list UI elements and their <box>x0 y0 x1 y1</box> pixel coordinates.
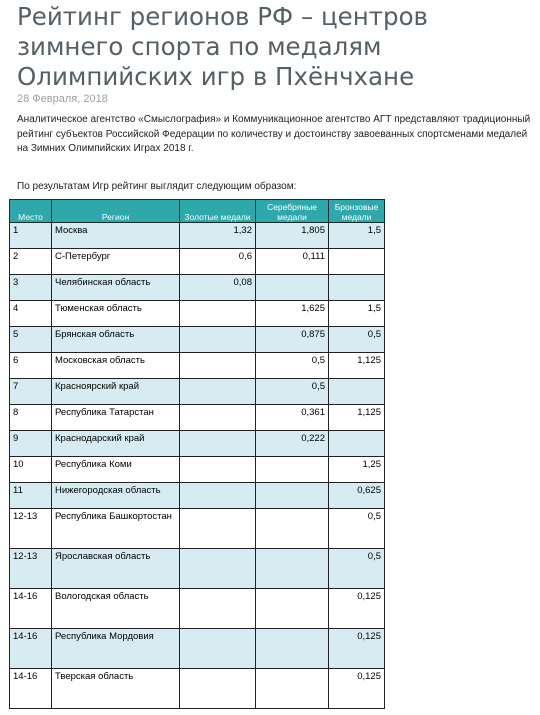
cell-bronze: 0,5 <box>329 327 385 353</box>
cell-silver <box>256 669 329 709</box>
cell-region: Красноярский край <box>52 379 180 405</box>
table-row <box>10 509 385 549</box>
cell-bronze: 0,125 <box>329 669 385 709</box>
cell-place: 4 <box>10 301 52 327</box>
cell-silver: 1,805 <box>256 223 329 249</box>
ranking-table <box>9 199 385 709</box>
cell-silver <box>256 509 329 549</box>
article-title: Рейтинг регионов РФ – центров зимнего спорта по медалям Олимпийских игр в Пхёнчхане <box>17 2 428 91</box>
cell-gold <box>180 483 256 509</box>
cell-bronze: 0,125 <box>329 629 385 669</box>
table-row <box>10 301 385 327</box>
cell-bronze: 0,125 <box>329 589 385 629</box>
cell-bronze: 1,125 <box>329 353 385 379</box>
cell-bronze <box>329 431 385 457</box>
cell-bronze: 0,5 <box>329 549 385 589</box>
cell-region: Вологодская область <box>52 589 180 629</box>
cell-bronze: 0,5 <box>329 509 385 549</box>
cell-gold: 1,32 <box>180 223 256 249</box>
table-row <box>10 353 385 379</box>
cell-gold <box>180 327 256 353</box>
cell-region: Тюменская область <box>52 301 180 327</box>
cell-place: 8 <box>10 405 52 431</box>
article-lead: По результатам Игр рейтинг выглядит следующим образом: <box>17 181 297 192</box>
table-body <box>10 223 385 709</box>
table-row <box>10 457 385 483</box>
cell-silver <box>256 629 329 669</box>
cell-region: С-Петербург <box>52 249 180 275</box>
table-row <box>10 327 385 353</box>
cell-silver <box>256 275 329 301</box>
cell-place: 12-13 <box>10 549 52 589</box>
cell-silver: 0,875 <box>256 327 329 353</box>
cell-region: Тверская область <box>52 669 180 709</box>
cell-bronze: 1,5 <box>329 301 385 327</box>
table-row <box>10 223 385 249</box>
cell-place: 3 <box>10 275 52 301</box>
cell-gold <box>180 457 256 483</box>
header-place: Место <box>10 200 52 223</box>
cell-region: Ярославская область <box>52 549 180 589</box>
table-row <box>10 589 385 629</box>
cell-silver <box>256 549 329 589</box>
cell-silver <box>256 589 329 629</box>
cell-place: 9 <box>10 431 52 457</box>
cell-gold <box>180 589 256 629</box>
cell-gold <box>180 301 256 327</box>
table-row <box>10 669 385 709</box>
cell-place: 6 <box>10 353 52 379</box>
cell-place: 7 <box>10 379 52 405</box>
cell-region: Нижегородская область <box>52 483 180 509</box>
cell-bronze: 1,25 <box>329 457 385 483</box>
table-row <box>10 275 385 301</box>
table-row <box>10 379 385 405</box>
cell-bronze <box>329 379 385 405</box>
cell-region: Республика Коми <box>52 457 180 483</box>
cell-silver: 0,111 <box>256 249 329 275</box>
cell-gold <box>180 431 256 457</box>
table-row <box>10 249 385 275</box>
cell-gold <box>180 549 256 589</box>
cell-silver: 1,625 <box>256 301 329 327</box>
cell-region: Московская область <box>52 353 180 379</box>
table-row <box>10 483 385 509</box>
cell-gold <box>180 509 256 549</box>
cell-silver: 0,361 <box>256 405 329 431</box>
cell-silver <box>256 457 329 483</box>
cell-place: 12-13 <box>10 509 52 549</box>
cell-place: 14-16 <box>10 629 52 669</box>
header-bronze: Бронзовые медали <box>329 200 385 223</box>
cell-gold <box>180 379 256 405</box>
cell-region: Республика Татарстан <box>52 405 180 431</box>
header-silver: Серебряные медали <box>256 200 329 223</box>
cell-bronze <box>329 249 385 275</box>
cell-region: Челябинская область <box>52 275 180 301</box>
cell-place: 1 <box>10 223 52 249</box>
cell-silver: 0,5 <box>256 379 329 405</box>
cell-gold <box>180 629 256 669</box>
cell-silver: 0,5 <box>256 353 329 379</box>
table-header-row <box>10 200 385 223</box>
table-row <box>10 405 385 431</box>
cell-region: Краснодарский край <box>52 431 180 457</box>
header-region: Регион <box>52 200 180 223</box>
cell-gold <box>180 405 256 431</box>
cell-bronze: 1,125 <box>329 405 385 431</box>
cell-place: 5 <box>10 327 52 353</box>
table-row <box>10 549 385 589</box>
article-intro: Аналитическое агентство «Смыслография» и Коммуникационное агентство АГТ представляют традиционный рейтинг субъектов Российской Федерации по количеству и достоинству завоеванных спортсменами медалей на Зимних Олимпийских Играх 2018 г. <box>17 114 531 154</box>
cell-gold <box>180 353 256 379</box>
cell-region: Республика Мордовия <box>52 629 180 669</box>
cell-place: 14-16 <box>10 669 52 709</box>
header-gold: Золотые медали <box>180 200 256 223</box>
cell-bronze: 1,5 <box>329 223 385 249</box>
cell-region: Брянская область <box>52 327 180 353</box>
cell-gold: 0,08 <box>180 275 256 301</box>
table-row <box>10 629 385 669</box>
cell-silver <box>256 483 329 509</box>
cell-silver: 0,222 <box>256 431 329 457</box>
cell-place: 11 <box>10 483 52 509</box>
cell-place: 14-16 <box>10 589 52 629</box>
table-row <box>10 431 385 457</box>
cell-place: 2 <box>10 249 52 275</box>
article-date: 28 Февраля, 2018 <box>17 93 108 105</box>
cell-region: Москва <box>52 223 180 249</box>
cell-place: 10 <box>10 457 52 483</box>
cell-gold: 0,6 <box>180 249 256 275</box>
cell-bronze <box>329 275 385 301</box>
cell-bronze: 0,625 <box>329 483 385 509</box>
cell-gold <box>180 669 256 709</box>
cell-region: Республика Башкортостан <box>52 509 180 549</box>
